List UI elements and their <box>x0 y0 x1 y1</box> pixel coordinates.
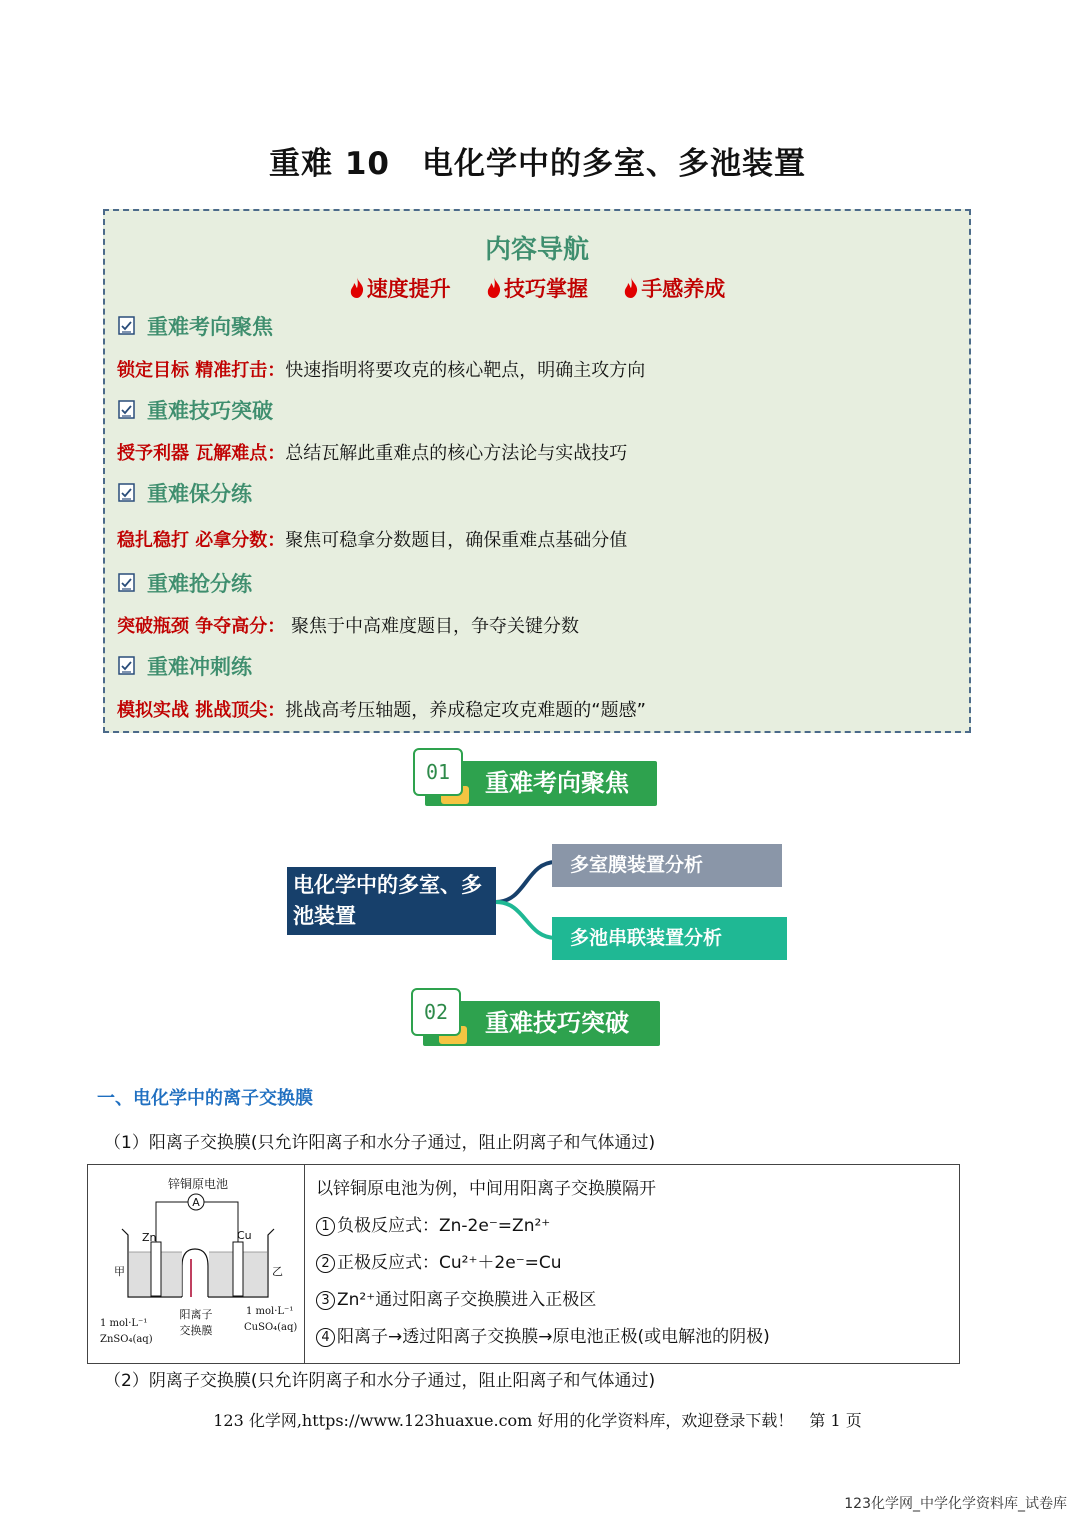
nav-section-text: 聚焦于中高难度题目，争夺关键分数 <box>285 616 580 637</box>
nav-section-heading <box>117 478 252 508</box>
figure-caption: 锌铜原电池 <box>167 1177 229 1191</box>
nav-section-heading <box>117 651 252 681</box>
nav-section-title: 重难考向聚焦 <box>147 315 273 339</box>
nav-section-label: 稳扎稳打 必拿分数： <box>117 530 286 551</box>
nav-section-heading <box>117 568 252 598</box>
nav-section-label: 锁定目标 精准打击： <box>117 360 286 381</box>
number-circle: 3 <box>316 1291 335 1310</box>
number-circle: 1 <box>316 1217 335 1236</box>
mindmap-root: 电化学中的多室、多池装置 <box>287 867 496 935</box>
badge-label: 重难考向聚焦 <box>425 761 657 806</box>
section-badge-02 <box>411 988 661 1046</box>
nav-section-heading <box>117 311 273 341</box>
right-tank-label: 乙 <box>272 1265 283 1278</box>
number-circle: 4 <box>316 1328 335 1347</box>
nav-heading: 内容导航 <box>484 235 589 265</box>
ammeter-label: A <box>192 1196 200 1209</box>
nav-tag <box>349 273 451 303</box>
nav-section-text: 快速指明将要攻克的核心靶点，明确主攻方向 <box>285 360 646 381</box>
cell-intro: 以锌铜原电池为例，中间用阳离子交换膜隔开 <box>316 1179 656 1199</box>
nav-tags <box>105 273 969 303</box>
mindmap-branch: 多室膜装置分析 <box>552 844 782 887</box>
checklist-icon <box>117 483 137 503</box>
content-navigation-box <box>103 209 971 733</box>
badge-number: 01 <box>413 748 463 796</box>
flame-icon <box>623 277 639 299</box>
cu-label: Cu <box>237 1229 252 1242</box>
nav-section-label: 突破瓶颈 争夺高分： <box>117 616 286 637</box>
paragraph-anion-membrane: （2）阴离子交换膜(只允许阴离子和水分子通过，阻止阳离子和气体通过) <box>104 1371 656 1391</box>
list-item-text: 阳离子→透过阳离子交换膜→原电池正极(或电解池的阴极) <box>337 1327 770 1347</box>
list-item <box>316 1248 562 1273</box>
right-solution-conc: 1 mol·L⁻¹ <box>246 1306 294 1317</box>
zn-label: Zn <box>142 1231 157 1244</box>
number-circle: 2 <box>316 1254 335 1273</box>
membrane-label-2: 交换膜 <box>179 1324 213 1337</box>
badge-number: 02 <box>411 988 461 1036</box>
nav-tag-label: 速度提升 <box>366 277 451 301</box>
left-solution-name: ZnSO₄(aq) <box>100 1334 153 1345</box>
nav-section-heading <box>117 395 273 425</box>
nav-section-label: 授予利器 瓦解难点： <box>117 443 286 464</box>
list-item <box>316 1322 770 1347</box>
table-divider <box>304 1165 305 1363</box>
section-heading: 一、电化学中的离子交换膜 <box>97 1088 313 1109</box>
nav-section-label: 模拟实战 挑战顶尖： <box>117 700 286 721</box>
nav-tag <box>623 273 725 303</box>
section-badge-01 <box>413 748 658 806</box>
nav-section-desc <box>117 696 646 722</box>
right-solution-name: CuSO₄(aq) <box>244 1322 298 1333</box>
nav-section-title: 重难冲刺练 <box>147 655 252 679</box>
checklist-icon <box>117 573 137 593</box>
nav-tag-label: 技巧掌握 <box>504 277 588 301</box>
flame-icon <box>349 277 365 299</box>
watermark: 123化学网_中学化学资料库_试卷库 <box>844 1496 1067 1512</box>
list-item <box>316 1285 596 1310</box>
nav-section-text: 总结瓦解此重难点的核心方法论与实战技巧 <box>285 443 628 464</box>
nav-tag <box>486 273 588 303</box>
nav-section-text: 挑战高考压轴题，养成稳定攻克难题的“题感” <box>285 700 646 721</box>
nav-section-title: 重难抢分练 <box>147 572 252 596</box>
flame-icon <box>486 277 502 299</box>
list-item <box>316 1211 550 1236</box>
mindmap-branch: 多池串联装置分析 <box>552 917 787 960</box>
page-footer: 123 化学网,https://www.123huaxue.com 好用的化学资料库，欢迎登录下载！ 第 1 页 <box>213 1411 862 1430</box>
zinc-copper-cell-figure <box>92 1169 302 1361</box>
membrane-label-1: 阳离子 <box>179 1308 213 1321</box>
left-solution-conc: 1 mol·L⁻¹ <box>100 1318 148 1329</box>
list-item-text: Zn²⁺通过阳离子交换膜进入正极区 <box>337 1290 597 1310</box>
paragraph-cation-membrane: （1）阳离子交换膜(只允许阳离子和水分子通过，阻止阴离子和气体通过) <box>104 1133 656 1153</box>
badge-label: 重难技巧突破 <box>423 1001 660 1046</box>
nav-section-desc <box>117 612 579 638</box>
left-tank-label: 甲 <box>114 1265 125 1278</box>
nav-section-text: 聚焦可稳拿分数题目，确保重难点基础分值 <box>285 530 628 551</box>
nav-section-desc <box>117 439 627 465</box>
list-item-text: 负极反应式：Zn-2e⁻=Zn²⁺ <box>337 1216 551 1236</box>
info-table <box>87 1164 960 1364</box>
nav-tag-label: 手感养成 <box>641 277 726 301</box>
nav-section-desc <box>117 526 627 552</box>
checklist-icon <box>117 400 137 420</box>
checklist-icon <box>117 316 137 336</box>
checklist-icon <box>117 656 137 676</box>
list-item-text: 正极反应式：Cu²⁺＋2e⁻=Cu <box>337 1253 562 1273</box>
nav-section-title: 重难技巧突破 <box>147 399 273 423</box>
nav-section-title: 重难保分练 <box>147 482 252 506</box>
nav-section-desc <box>117 356 645 382</box>
page-title: 重难 10 电化学中的多室、多池装置 <box>269 146 806 182</box>
